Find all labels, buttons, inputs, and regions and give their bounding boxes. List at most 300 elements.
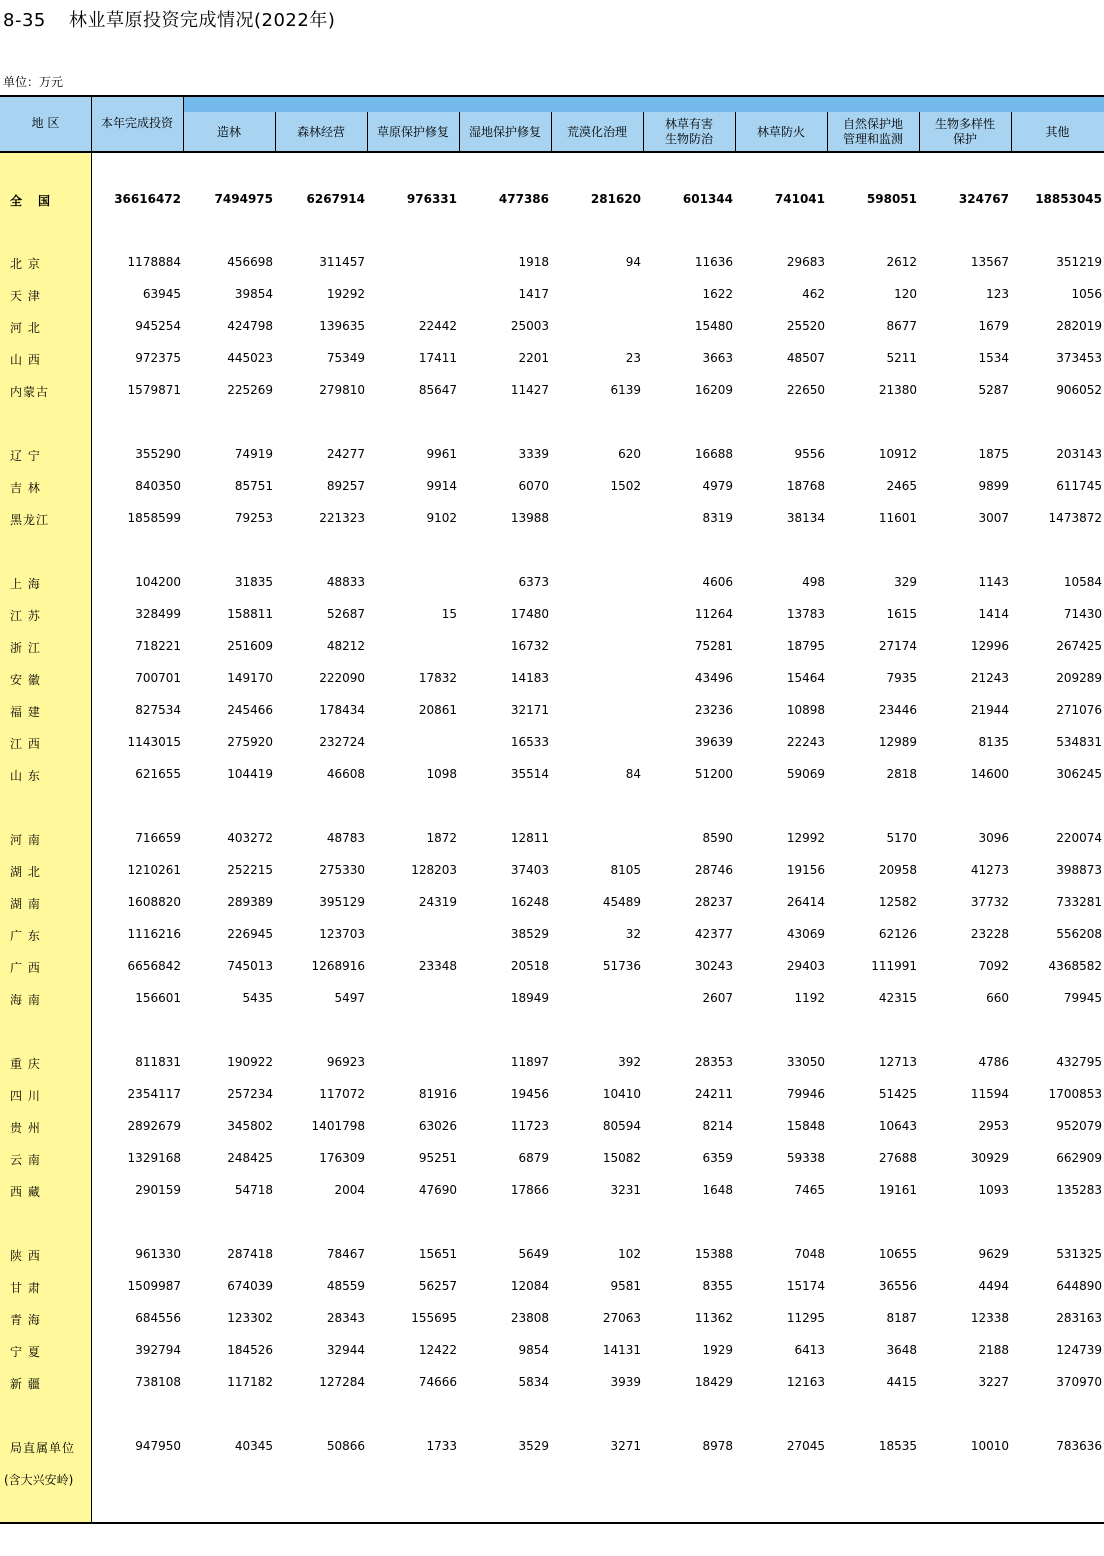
value-cell: 3529 [518, 1439, 549, 1453]
region-char: 全 [10, 194, 23, 208]
value-cell: 373453 [1056, 351, 1102, 365]
value-cell: 51425 [878, 1087, 917, 1101]
value-cell: 3007 [978, 511, 1009, 525]
value-cell: 45489 [602, 895, 641, 909]
value-cell: 14131 [602, 1343, 641, 1357]
table-row [0, 1084, 1104, 1104]
value-cell: 71430 [1063, 607, 1102, 621]
value-cell: 225269 [227, 383, 273, 397]
value-cell: 18795 [786, 639, 825, 653]
table-row [0, 1308, 1104, 1328]
value-cell: 9581 [610, 1279, 641, 1293]
column-header [551, 125, 643, 140]
value-cell: 6139 [610, 383, 641, 397]
value-cell: 12422 [418, 1343, 457, 1357]
region-name: 四 川 [10, 1089, 41, 1103]
value-cell: 8355 [702, 1279, 733, 1293]
value-cell: 1178884 [127, 255, 181, 269]
value-cell: 1858599 [127, 511, 181, 525]
value-cell: 89257 [326, 479, 365, 493]
value-cell: 2188 [978, 1343, 1009, 1357]
value-cell: 50866 [326, 1439, 365, 1453]
region-name: 天 津 [10, 289, 41, 303]
table-row [0, 892, 1104, 912]
value-cell: 75281 [694, 639, 733, 653]
value-cell: 10898 [786, 703, 825, 717]
value-cell: 534831 [1056, 735, 1102, 749]
value-cell: 9629 [978, 1247, 1009, 1261]
table-row [0, 956, 1104, 976]
value-cell: 9556 [794, 447, 825, 461]
value-cell: 27174 [878, 639, 917, 653]
page-title [3, 6, 335, 32]
value-cell: 46608 [326, 767, 365, 781]
value-cell: 906052 [1056, 383, 1102, 397]
value-cell: 5497 [334, 991, 365, 1005]
value-cell: 14600 [970, 767, 1009, 781]
value-cell: 32 [625, 927, 641, 941]
table-row [0, 1340, 1104, 1360]
value-cell: 10643 [878, 1119, 917, 1133]
value-cell: 11264 [694, 607, 733, 621]
value-cell: 85751 [234, 479, 273, 493]
table-row [0, 348, 1104, 368]
value-cell: 24211 [694, 1087, 733, 1101]
value-cell: 30929 [970, 1151, 1009, 1165]
value-cell: 12996 [970, 639, 1009, 653]
value-cell: 287418 [227, 1247, 273, 1261]
value-cell: 178434 [319, 703, 365, 717]
value-cell: 20958 [878, 863, 917, 877]
region-name: 江 西 [10, 737, 41, 751]
value-cell: 1116216 [127, 927, 181, 941]
value-cell: 27045 [786, 1439, 825, 1453]
table-row [0, 1436, 1104, 1456]
value-cell: 972375 [135, 351, 181, 365]
value-cell: 4979 [702, 479, 733, 493]
table-bottom-rule [0, 1522, 1104, 1524]
value-cell: 6413 [794, 1343, 825, 1357]
value-cell: 32944 [326, 1343, 365, 1357]
value-cell: 531325 [1056, 1247, 1102, 1261]
value-cell: 23 [625, 351, 641, 365]
value-cell: 1414 [978, 607, 1009, 621]
region-name: 河 南 [10, 833, 41, 847]
table-row [0, 252, 1104, 272]
value-cell: 10410 [602, 1087, 641, 1101]
value-cell: 17480 [510, 607, 549, 621]
header-divider [183, 97, 184, 151]
unit-label: 单位：万元 [3, 75, 64, 89]
value-cell: 1929 [702, 1343, 733, 1357]
value-cell: 398873 [1056, 863, 1102, 877]
value-cell: 5435 [242, 991, 273, 1005]
column-header [919, 117, 1011, 147]
value-cell: 1872 [426, 831, 457, 845]
value-cell: 16732 [510, 639, 549, 653]
value-cell: 13783 [786, 607, 825, 621]
value-cell: 62126 [878, 927, 917, 941]
column-header-label: 荒漠化治理 [566, 125, 627, 139]
value-cell: 32171 [510, 703, 549, 717]
value-cell: 745013 [227, 959, 273, 973]
value-cell: 232724 [319, 735, 365, 749]
value-cell: 31835 [234, 575, 273, 589]
value-cell: 28237 [694, 895, 733, 909]
value-cell: 19161 [878, 1183, 917, 1197]
column-header-label: 其他 [1045, 125, 1070, 139]
region-name: 黑龙江 [10, 513, 50, 527]
value-cell: 41273 [970, 863, 1009, 877]
value-cell: 85647 [418, 383, 457, 397]
table-row [0, 508, 1104, 528]
region-name: 甘 肃 [10, 1281, 41, 1295]
value-cell: 4415 [886, 1375, 917, 1389]
column-header-label: 造林 [216, 125, 241, 139]
value-cell: 456698 [227, 255, 273, 269]
value-cell: 1143 [978, 575, 1009, 589]
value-cell: 1534 [978, 351, 1009, 365]
value-cell: 1679 [978, 319, 1009, 333]
value-cell: 28343 [326, 1311, 365, 1325]
value-cell: 33050 [786, 1055, 825, 1069]
table-row [0, 444, 1104, 464]
value-cell: 12713 [878, 1055, 917, 1069]
value-cell: 11723 [510, 1119, 549, 1133]
table-row [0, 924, 1104, 944]
value-cell: 4368582 [1048, 959, 1102, 973]
region-name: 云 南 [10, 1153, 41, 1167]
table-row [0, 604, 1104, 624]
value-cell: 2201 [518, 351, 549, 365]
value-cell: 8319 [702, 511, 733, 525]
value-cell: 1143015 [127, 735, 181, 749]
value-cell: 27688 [878, 1151, 917, 1165]
value-cell: 155695 [411, 1311, 457, 1325]
value-cell: 290159 [135, 1183, 181, 1197]
column-header-label: 草原保护修复 [376, 125, 449, 139]
value-cell: 351219 [1056, 255, 1102, 269]
value-cell: 684556 [135, 1311, 181, 1325]
value-cell: 11295 [786, 1311, 825, 1325]
region-name: 辽 宁 [10, 449, 41, 463]
value-cell: 123703 [319, 927, 365, 941]
column-header-label: 自然保护地 [842, 117, 903, 131]
value-cell: 20518 [510, 959, 549, 973]
value-cell: 36556 [878, 1279, 917, 1293]
value-cell: 947950 [135, 1439, 181, 1453]
table-row [0, 828, 1104, 848]
value-cell: 12992 [786, 831, 825, 845]
value-cell: 15848 [786, 1119, 825, 1133]
region-name: 西 藏 [10, 1185, 41, 1199]
column-header [735, 125, 827, 140]
value-cell: 3939 [610, 1375, 641, 1389]
value-cell: 328499 [135, 607, 181, 621]
value-cell: 19156 [786, 863, 825, 877]
value-cell: 1056 [1071, 287, 1102, 301]
value-cell: 48212 [326, 639, 365, 653]
value-cell: 1733 [426, 1439, 457, 1453]
value-cell: 6879 [518, 1151, 549, 1165]
region-char: 国 [38, 194, 51, 208]
value-cell: 271076 [1056, 703, 1102, 717]
table-top-rule [0, 95, 1104, 97]
value-cell: 8590 [702, 831, 733, 845]
value-cell: 8105 [610, 863, 641, 877]
value-cell: 222090 [319, 671, 365, 685]
region-name: 广 西 [10, 961, 41, 975]
region-footnote: (含大兴安岭) [4, 1473, 74, 1487]
value-cell: 644890 [1056, 1279, 1102, 1293]
value-cell: 35514 [510, 767, 549, 781]
column-header-label: 湿地保护修复 [468, 125, 541, 139]
value-cell: 1622 [702, 287, 733, 301]
column-header-label: 生物多样性 [934, 117, 995, 131]
value-cell: 662909 [1056, 1151, 1102, 1165]
table-row [0, 700, 1104, 720]
table-row [0, 764, 1104, 784]
value-cell: 27063 [602, 1311, 641, 1325]
value-cell: 18853045 [1035, 192, 1102, 206]
value-cell: 7048 [794, 1247, 825, 1261]
value-cell: 1192 [794, 991, 825, 1005]
value-cell: 945254 [135, 319, 181, 333]
value-cell: 176309 [319, 1151, 365, 1165]
value-cell: 3663 [702, 351, 733, 365]
table-row [0, 316, 1104, 336]
value-cell: 2607 [702, 991, 733, 1005]
value-cell: 14183 [510, 671, 549, 685]
value-cell: 15388 [694, 1247, 733, 1261]
value-cell: 2953 [978, 1119, 1009, 1133]
value-cell: 63945 [142, 287, 181, 301]
value-cell: 22243 [786, 735, 825, 749]
value-cell: 324767 [958, 192, 1009, 206]
table-row [0, 380, 1104, 400]
value-cell: 74919 [234, 447, 273, 461]
value-cell: 120 [894, 287, 917, 301]
column-header-label: 林草防火 [756, 125, 805, 139]
table-row [0, 860, 1104, 880]
value-cell: 18429 [694, 1375, 733, 1389]
value-cell: 395129 [319, 895, 365, 909]
value-cell: 445023 [227, 351, 273, 365]
value-cell: 3271 [610, 1439, 641, 1453]
column-header-label: 管理和监测 [842, 132, 903, 146]
value-cell: 9102 [426, 511, 457, 525]
value-cell: 19292 [326, 287, 365, 301]
value-cell: 355290 [135, 447, 181, 461]
value-cell: 23446 [878, 703, 917, 717]
value-cell: 1098 [426, 767, 457, 781]
value-cell: 279810 [319, 383, 365, 397]
value-cell: 18949 [510, 991, 549, 1005]
value-cell: 6267914 [306, 192, 365, 206]
region-name: 湖 南 [10, 897, 41, 911]
value-cell: 2892679 [127, 1119, 181, 1133]
value-cell: 12084 [510, 1279, 549, 1293]
value-cell: 10912 [878, 447, 917, 461]
value-cell: 42315 [878, 991, 917, 1005]
value-cell: 392794 [135, 1343, 181, 1357]
value-cell: 51200 [694, 767, 733, 781]
value-cell: 1648 [702, 1183, 733, 1197]
value-cell: 738108 [135, 1375, 181, 1389]
value-cell: 3648 [886, 1343, 917, 1357]
value-cell: 127284 [319, 1375, 365, 1389]
value-cell: 40345 [234, 1439, 273, 1453]
table-row [0, 1372, 1104, 1392]
value-cell: 660 [986, 991, 1009, 1005]
table-header-rule [0, 151, 1104, 153]
value-cell: 7465 [794, 1183, 825, 1197]
region-name: 北 京 [10, 257, 41, 271]
value-cell: 56257 [418, 1279, 457, 1293]
value-cell: 15082 [602, 1151, 641, 1165]
table-title: 林业草原投资完成情况(2022年) [69, 10, 336, 31]
value-cell: 51736 [602, 959, 641, 973]
table-row [0, 636, 1104, 656]
value-cell: 16533 [510, 735, 549, 749]
value-cell: 203143 [1056, 447, 1102, 461]
value-cell: 19456 [510, 1087, 549, 1101]
column-header-label: 本年完成投资 [100, 116, 173, 130]
value-cell: 96923 [326, 1055, 365, 1069]
value-cell: 47690 [418, 1183, 457, 1197]
value-cell: 10655 [878, 1247, 917, 1261]
value-cell: 12989 [878, 735, 917, 749]
value-cell: 1473872 [1048, 511, 1102, 525]
value-cell: 961330 [135, 1247, 181, 1261]
value-cell: 1417 [518, 287, 549, 301]
value-cell: 10010 [970, 1439, 1009, 1453]
value-cell: 1608820 [127, 895, 181, 909]
value-cell: 2818 [886, 767, 917, 781]
column-header-label: 林草有害 [664, 117, 713, 131]
value-cell: 79945 [1063, 991, 1102, 1005]
column-header [367, 125, 459, 140]
region-name [10, 192, 66, 209]
column-header [275, 125, 367, 140]
region-name: 新 疆 [10, 1377, 41, 1391]
value-cell: 9854 [518, 1343, 549, 1357]
value-cell: 741041 [774, 192, 825, 206]
value-cell: 13567 [970, 255, 1009, 269]
value-cell: 149170 [227, 671, 273, 685]
value-cell: 1579871 [127, 383, 181, 397]
value-cell: 12582 [878, 895, 917, 909]
value-cell: 37732 [970, 895, 1009, 909]
value-cell: 94 [625, 255, 641, 269]
value-cell: 36616472 [114, 192, 181, 206]
value-cell: 16248 [510, 895, 549, 909]
table-row [0, 988, 1104, 1008]
value-cell: 5211 [886, 351, 917, 365]
value-cell: 601344 [682, 192, 733, 206]
value-cell: 23228 [970, 927, 1009, 941]
value-cell: 79253 [234, 511, 273, 525]
value-cell: 84 [625, 767, 641, 781]
value-cell: 21380 [878, 383, 917, 397]
value-cell: 18768 [786, 479, 825, 493]
value-cell: 598051 [866, 192, 917, 206]
value-cell: 15480 [694, 319, 733, 333]
value-cell: 8214 [702, 1119, 733, 1133]
value-cell: 1093 [978, 1183, 1009, 1197]
value-cell: 12811 [510, 831, 549, 845]
region-name: 青 海 [10, 1313, 41, 1327]
value-cell: 10584 [1063, 575, 1102, 589]
value-cell: 5287 [978, 383, 1009, 397]
value-cell: 7494975 [214, 192, 273, 206]
value-cell: 432795 [1056, 1055, 1102, 1069]
value-cell: 311457 [319, 255, 365, 269]
value-cell: 9899 [978, 479, 1009, 493]
value-cell: 1210261 [127, 863, 181, 877]
value-cell: 79946 [786, 1087, 825, 1101]
value-cell: 827534 [135, 703, 181, 717]
value-cell: 15 [441, 607, 457, 621]
region-name: 广 东 [10, 929, 41, 943]
value-cell: 123302 [227, 1311, 273, 1325]
value-cell: 8978 [702, 1439, 733, 1453]
table-row [0, 284, 1104, 304]
region-name: 重 庆 [10, 1057, 41, 1071]
value-cell: 1875 [978, 447, 1009, 461]
value-cell: 16688 [694, 447, 733, 461]
region-name: 宁 夏 [10, 1345, 41, 1359]
value-cell: 184526 [227, 1343, 273, 1357]
value-cell: 611745 [1056, 479, 1102, 493]
value-cell: 7935 [886, 671, 917, 685]
region-name: 湖 北 [10, 865, 41, 879]
column-header-label: 森林经营 [296, 125, 345, 139]
value-cell: 15174 [786, 1279, 825, 1293]
value-cell: 840350 [135, 479, 181, 493]
value-cell: 1615 [886, 607, 917, 621]
value-cell: 3231 [610, 1183, 641, 1197]
value-cell: 5649 [518, 1247, 549, 1261]
column-header-label: 生物防治 [664, 132, 713, 146]
value-cell: 25520 [786, 319, 825, 333]
value-cell: 63026 [418, 1119, 457, 1133]
value-cell: 424798 [227, 319, 273, 333]
value-cell: 976331 [406, 192, 457, 206]
value-cell: 42377 [694, 927, 733, 941]
header-top-strip [183, 97, 1104, 112]
value-cell: 2465 [886, 479, 917, 493]
value-cell: 95251 [418, 1151, 457, 1165]
region-name: 贵 州 [10, 1121, 41, 1135]
value-cell: 15651 [418, 1247, 457, 1261]
value-cell: 783636 [1056, 1439, 1102, 1453]
value-cell: 135283 [1056, 1183, 1102, 1197]
value-cell: 21243 [970, 671, 1009, 685]
value-cell: 81916 [418, 1087, 457, 1101]
table-row [0, 1148, 1104, 1168]
value-cell: 15464 [786, 671, 825, 685]
value-cell: 2354117 [127, 1087, 181, 1101]
value-cell: 329 [894, 575, 917, 589]
value-cell: 370970 [1056, 1375, 1102, 1389]
value-cell: 700701 [135, 671, 181, 685]
value-cell: 1502 [610, 479, 641, 493]
value-cell: 117072 [319, 1087, 365, 1101]
value-cell: 281620 [590, 192, 641, 206]
table-row [0, 572, 1104, 592]
value-cell: 39639 [694, 735, 733, 749]
